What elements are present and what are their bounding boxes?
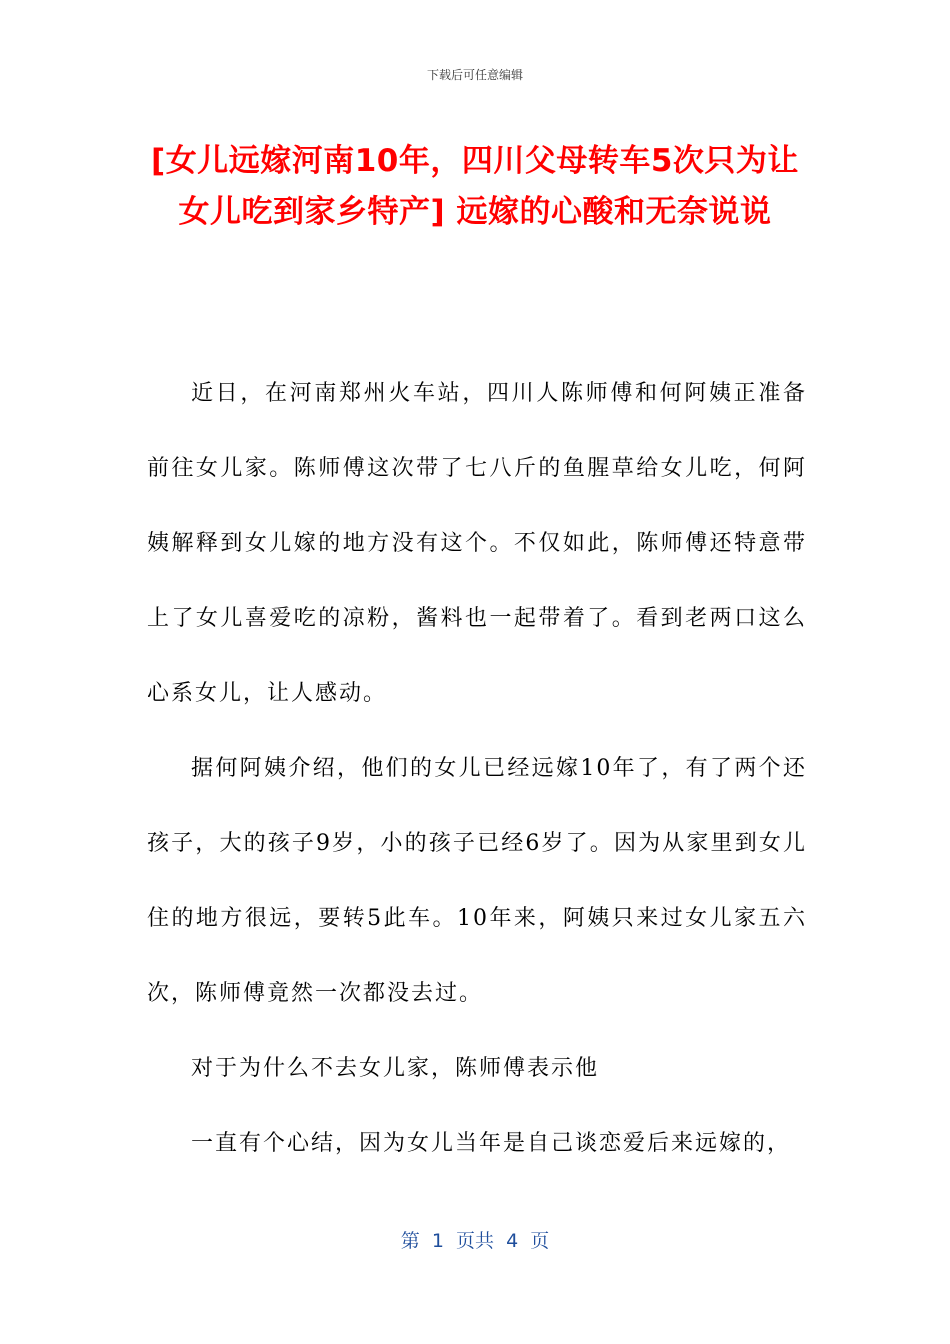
paragraph-1: 近日，在河南郑州火车站，四川人陈师傅和何阿姨正准备前往女儿家。陈师傅这次带了七八斤的鱼腥草给女儿吃，何阿姨解释到女儿嫁的地方没有这个。不仅如此，陈师傅还特意带上了女儿喜爱吃的凉粉，酱料也一起带着了。看到老两口这么心系女儿，让人感动。	[147, 381, 807, 706]
page-footer: 第 1 页共 4 页	[400, 1230, 550, 1252]
paragraph-4: 一直有个心结，因为女儿当年是自己谈恋爱后来远嫁的，	[191, 1131, 792, 1156]
paragraph-2: 据何阿姨介绍，他们的女儿已经远嫁10年了，有了两个还孩子，大的孩子9岁，小的孩子已经6岁了。因为从家里到女儿住的地方很远，要转5此车。10年来，阿姨只来过女儿家五六次，陈师傅竟然一次都没去过。	[147, 756, 807, 1006]
paragraph-3: 对于为什么不去女儿家，陈师傅表示他	[191, 1056, 600, 1081]
document-body	[147, 356, 807, 1181]
header-note: 下载后可任意编辑	[426, 68, 523, 82]
document-title: [女儿远嫁河南10年，四川父母转车5次只为让女儿吃到家乡特产] 远嫁的心酸和无奈说说	[151, 143, 799, 230]
